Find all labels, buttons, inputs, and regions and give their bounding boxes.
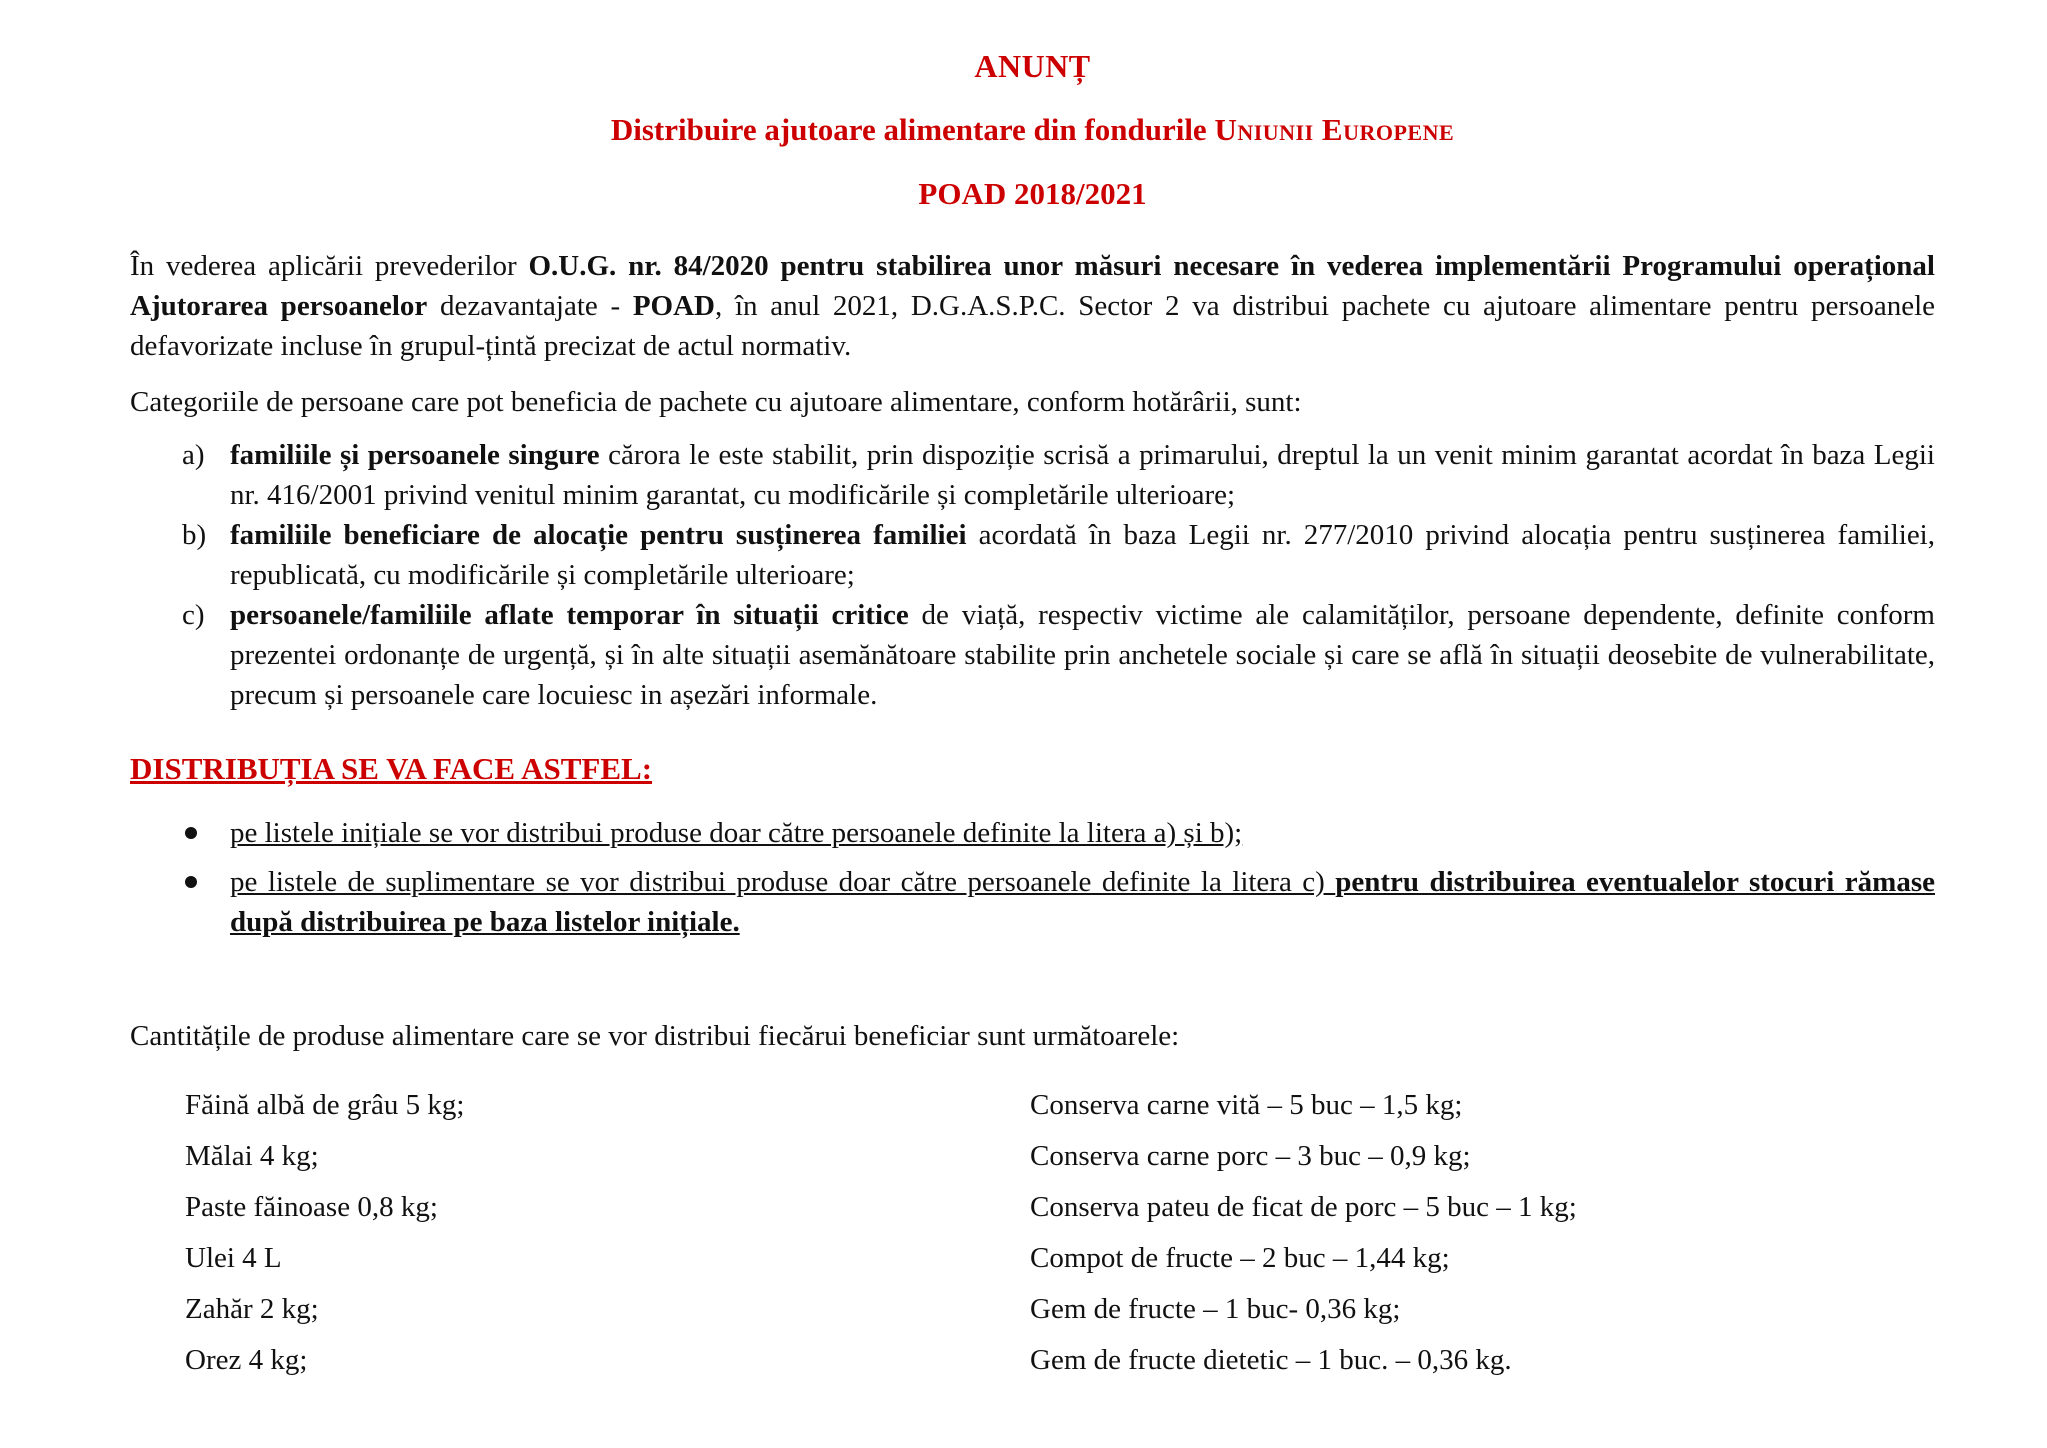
category-c-bold: persoanele/familiile aflate temporar în situații critice bbox=[230, 599, 909, 631]
bullet-item-2 bbox=[130, 862, 1935, 942]
intro-run-5: , în anul 2021, D.G.A.S.P.C. Sector 2 va distribui pachete cu ajutoare alimentare pentru persoanele defavorizate incluse în grupul-țintă precizat de actul normativ. bbox=[130, 290, 1936, 362]
subtitle-smallcaps-text: Uniunii Europene bbox=[1214, 112, 1455, 147]
category-item-c bbox=[130, 595, 1935, 715]
category-item-a bbox=[130, 435, 1935, 515]
product-item: Mălai 4 kg; bbox=[185, 1140, 319, 1172]
product-item: Compot de fructe – 2 buc – 1,44 kg; bbox=[1030, 1242, 1450, 1274]
bullet-icon bbox=[185, 827, 197, 839]
categories-lead: Categoriile de persoane care pot beneficia de pachete cu ajutoare alimentare, conform hotărârii, sunt: bbox=[130, 386, 1302, 418]
bullet-item-1 bbox=[130, 813, 1935, 853]
category-marker-b: b) bbox=[182, 519, 207, 551]
quantities-lead: Cantitățile de produse alimentare care se vor distribui fiecărui beneficiar sunt următoarele: bbox=[130, 1020, 1180, 1052]
product-item: Făină albă de grâu 5 kg; bbox=[185, 1089, 465, 1121]
intro-run-2-bold: O.U.G. nr. 84/2020 pentru stabilirea unor măsuri necesare în vederea implementării Programului operațional Ajutorarea persoanelor bbox=[130, 250, 1935, 322]
product-item: Conserva pateu de ficat de porc – 5 buc – 1 kg; bbox=[1030, 1191, 1577, 1223]
category-item-b bbox=[130, 515, 1935, 595]
product-item: Conserva carne porc – 3 buc – 0,9 kg; bbox=[1030, 1140, 1471, 1172]
bullet-1-text: pe listele inițiale se vor distribui produse doar către persoanele definite la litera a) și b); bbox=[230, 817, 1243, 849]
product-item: Orez 4 kg; bbox=[185, 1344, 308, 1376]
product-item: Gem de fructe dietetic – 1 buc. – 0,36 kg. bbox=[1030, 1344, 1512, 1376]
bullet-2-bold-text: pentru distribuirea eventualelor stocuri rămase după distribuirea pe baza listelor inițiale. bbox=[230, 866, 1935, 938]
product-item: Paste făinoase 0,8 kg; bbox=[185, 1191, 438, 1223]
product-item: Gem de fructe – 1 buc- 0,36 kg; bbox=[1030, 1293, 1401, 1325]
product-item: Conserva carne vită – 5 buc – 1,5 kg; bbox=[1030, 1089, 1463, 1121]
page-subtitle bbox=[130, 110, 1935, 150]
bullet-icon bbox=[185, 876, 197, 888]
category-marker-a: a) bbox=[182, 439, 205, 471]
category-c-text: de viață, respectiv victime ale calamităților, persoane dependente, definite conform prezentei ordonanțe de urgență, și în alte situații asemănătoare stabilite prin anchetele sociale și care se află în situații deosebite de vulnerabilitate, precum și persoanele care locuiesc in așezări informale. bbox=[230, 599, 1935, 711]
intro-paragraph bbox=[130, 246, 1935, 366]
intro-run-1: În vederea aplicării prevederilor bbox=[130, 250, 529, 282]
intro-run-3: dezavantajate - bbox=[427, 290, 633, 322]
product-item: Zahăr 2 kg; bbox=[185, 1293, 319, 1325]
distribution-bullets bbox=[130, 813, 1935, 942]
categories-list bbox=[130, 435, 1935, 715]
category-marker-c: c) bbox=[182, 599, 205, 631]
category-a-bold: familiile și persoanele singure bbox=[230, 439, 600, 471]
program-heading: POAD 2018/2021 bbox=[918, 176, 1147, 211]
products-table bbox=[130, 1080, 1935, 1386]
category-b-bold: familiile beneficiare de alocație pentru susținerea familiei bbox=[230, 519, 967, 551]
subtitle-text: Distribuire ajutoare alimentare din fondurile bbox=[610, 112, 1215, 147]
category-b-text: acordată în baza Legii nr. 277/2010 privind alocația pentru susținerea familiei, republicată, cu modificările și completările ulterioare; bbox=[230, 519, 1935, 591]
bullet-2-text: pe listele de suplimentare se vor distribui produse doar către persoanele definite la litera c) bbox=[230, 866, 1336, 898]
intro-run-4-bold: POAD bbox=[632, 290, 716, 322]
page-title: ANUNȚ bbox=[974, 48, 1091, 84]
distribution-heading: DISTRIBUȚIA SE VA FACE ASTFEL: bbox=[130, 751, 653, 786]
product-item: Ulei 4 L bbox=[185, 1242, 282, 1274]
category-a-text: cărora le este stabilit, prin dispoziție scrisă a primarului, dreptul la un venit minim garantat acordat în baza Legii nr. 416/2001 privind venitul minim garantat, cu modificările și completările ulterioare; bbox=[230, 439, 1935, 511]
